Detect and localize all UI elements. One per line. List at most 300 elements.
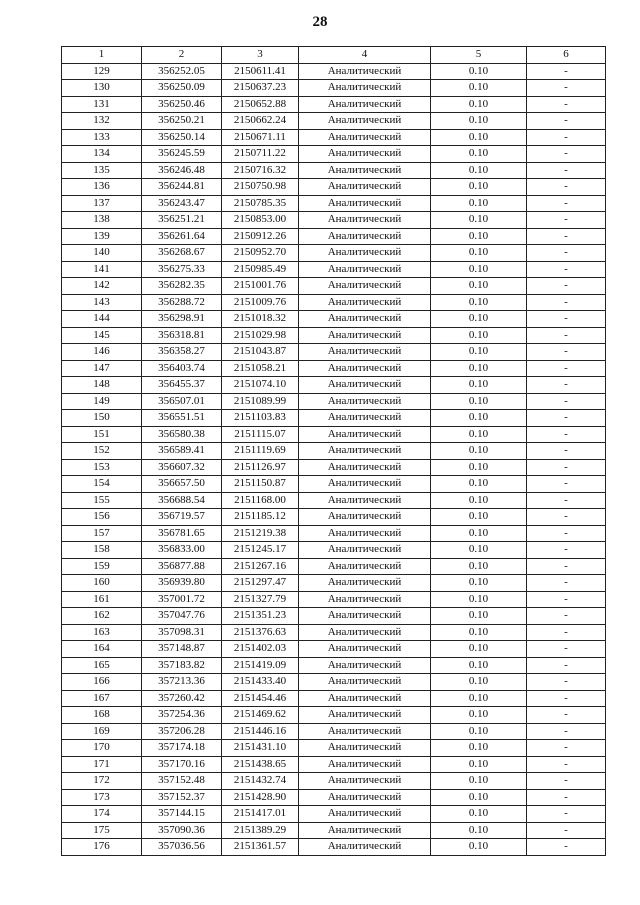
x-coordinate-cell: 356358.27 [142, 344, 222, 361]
accuracy-cell: 0.10 [431, 228, 527, 245]
y-coordinate-cell: 2151267.16 [222, 558, 299, 575]
method-cell: Аналитический [299, 195, 431, 212]
table-row [62, 558, 606, 575]
point-number-cell: 176 [62, 839, 142, 856]
accuracy-cell: 0.10 [431, 344, 527, 361]
table-row [62, 756, 606, 773]
note-cell: - [527, 822, 606, 839]
table-row [62, 162, 606, 179]
x-coordinate-cell: 356781.65 [142, 525, 222, 542]
column-header: 1 [62, 47, 142, 64]
accuracy-cell: 0.10 [431, 822, 527, 839]
x-coordinate-cell: 356507.01 [142, 393, 222, 410]
x-coordinate-cell: 356250.21 [142, 113, 222, 130]
table-row [62, 377, 606, 394]
y-coordinate-cell: 2150716.32 [222, 162, 299, 179]
table-row [62, 542, 606, 559]
note-cell: - [527, 146, 606, 163]
table-row [62, 525, 606, 542]
method-cell: Аналитический [299, 327, 431, 344]
x-coordinate-cell: 356657.50 [142, 476, 222, 493]
point-number-cell: 147 [62, 360, 142, 377]
accuracy-cell: 0.10 [431, 723, 527, 740]
point-number-cell: 150 [62, 410, 142, 427]
accuracy-cell: 0.10 [431, 657, 527, 674]
method-cell: Аналитический [299, 212, 431, 229]
x-coordinate-cell: 357152.48 [142, 773, 222, 790]
table-row [62, 657, 606, 674]
method-cell: Аналитический [299, 443, 431, 460]
x-coordinate-cell: 356244.81 [142, 179, 222, 196]
note-cell: - [527, 228, 606, 245]
table-row [62, 624, 606, 641]
x-coordinate-cell: 357254.36 [142, 707, 222, 724]
table-row [62, 278, 606, 295]
note-cell: - [527, 806, 606, 823]
note-cell: - [527, 492, 606, 509]
x-coordinate-cell: 356252.05 [142, 63, 222, 80]
y-coordinate-cell: 2150785.35 [222, 195, 299, 212]
y-coordinate-cell: 2150952.70 [222, 245, 299, 262]
accuracy-cell: 0.10 [431, 393, 527, 410]
y-coordinate-cell: 2151043.87 [222, 344, 299, 361]
note-cell: - [527, 575, 606, 592]
point-number-cell: 158 [62, 542, 142, 559]
x-coordinate-cell: 356939.80 [142, 575, 222, 592]
point-number-cell: 132 [62, 113, 142, 130]
method-cell: Аналитический [299, 377, 431, 394]
x-coordinate-cell: 356250.14 [142, 129, 222, 146]
note-cell: - [527, 542, 606, 559]
method-cell: Аналитический [299, 641, 431, 658]
point-number-cell: 135 [62, 162, 142, 179]
y-coordinate-cell: 2151327.79 [222, 591, 299, 608]
column-header: 6 [527, 47, 606, 64]
note-cell: - [527, 657, 606, 674]
method-cell: Аналитический [299, 789, 431, 806]
method-cell: Аналитический [299, 179, 431, 196]
point-number-cell: 171 [62, 756, 142, 773]
method-cell: Аналитический [299, 393, 431, 410]
y-coordinate-cell: 2151029.98 [222, 327, 299, 344]
note-cell: - [527, 443, 606, 460]
table-row [62, 96, 606, 113]
y-coordinate-cell: 2151058.21 [222, 360, 299, 377]
point-number-cell: 151 [62, 426, 142, 443]
table-row [62, 129, 606, 146]
note-cell: - [527, 113, 606, 130]
table-row [62, 245, 606, 262]
table-row [62, 393, 606, 410]
point-number-cell: 141 [62, 261, 142, 278]
method-cell: Аналитический [299, 228, 431, 245]
table-row [62, 179, 606, 196]
table-row [62, 195, 606, 212]
note-cell: - [527, 740, 606, 757]
point-number-cell: 149 [62, 393, 142, 410]
accuracy-cell: 0.10 [431, 575, 527, 592]
accuracy-cell: 0.10 [431, 245, 527, 262]
table-row [62, 723, 606, 740]
point-number-cell: 136 [62, 179, 142, 196]
x-coordinate-cell: 356580.38 [142, 426, 222, 443]
y-coordinate-cell: 2151185.12 [222, 509, 299, 526]
note-cell: - [527, 360, 606, 377]
point-number-cell: 146 [62, 344, 142, 361]
x-coordinate-cell: 357001.72 [142, 591, 222, 608]
note-cell: - [527, 294, 606, 311]
x-coordinate-cell: 357174.18 [142, 740, 222, 757]
x-coordinate-cell: 357152.37 [142, 789, 222, 806]
point-number-cell: 168 [62, 707, 142, 724]
table-row [62, 63, 606, 80]
note-cell: - [527, 80, 606, 97]
point-number-cell: 153 [62, 459, 142, 476]
x-coordinate-cell: 356251.21 [142, 212, 222, 229]
accuracy-cell: 0.10 [431, 311, 527, 328]
x-coordinate-cell: 356607.32 [142, 459, 222, 476]
coordinates-table [61, 46, 606, 856]
method-cell: Аналитический [299, 542, 431, 559]
table-row [62, 509, 606, 526]
accuracy-cell: 0.10 [431, 360, 527, 377]
method-cell: Аналитический [299, 624, 431, 641]
accuracy-cell: 0.10 [431, 294, 527, 311]
accuracy-cell: 0.10 [431, 740, 527, 757]
x-coordinate-cell: 356268.67 [142, 245, 222, 262]
y-coordinate-cell: 2151245.17 [222, 542, 299, 559]
point-number-cell: 157 [62, 525, 142, 542]
table-row [62, 822, 606, 839]
accuracy-cell: 0.10 [431, 542, 527, 559]
y-coordinate-cell: 2151361.57 [222, 839, 299, 856]
note-cell: - [527, 459, 606, 476]
accuracy-cell: 0.10 [431, 195, 527, 212]
note-cell: - [527, 278, 606, 295]
x-coordinate-cell: 356250.46 [142, 96, 222, 113]
point-number-cell: 142 [62, 278, 142, 295]
note-cell: - [527, 591, 606, 608]
method-cell: Аналитический [299, 525, 431, 542]
accuracy-cell: 0.10 [431, 624, 527, 641]
x-coordinate-cell: 357144.15 [142, 806, 222, 823]
method-cell: Аналитический [299, 756, 431, 773]
method-cell: Аналитический [299, 162, 431, 179]
note-cell: - [527, 63, 606, 80]
method-cell: Аналитический [299, 476, 431, 493]
point-number-cell: 144 [62, 311, 142, 328]
y-coordinate-cell: 2151018.32 [222, 311, 299, 328]
method-cell: Аналитический [299, 509, 431, 526]
y-coordinate-cell: 2151432.74 [222, 773, 299, 790]
accuracy-cell: 0.10 [431, 558, 527, 575]
method-cell: Аналитический [299, 723, 431, 740]
note-cell: - [527, 377, 606, 394]
point-number-cell: 164 [62, 641, 142, 658]
accuracy-cell: 0.10 [431, 476, 527, 493]
x-coordinate-cell: 356246.48 [142, 162, 222, 179]
method-cell: Аналитический [299, 608, 431, 625]
accuracy-cell: 0.10 [431, 839, 527, 856]
accuracy-cell: 0.10 [431, 591, 527, 608]
accuracy-cell: 0.10 [431, 756, 527, 773]
note-cell: - [527, 410, 606, 427]
y-coordinate-cell: 2151351.23 [222, 608, 299, 625]
accuracy-cell: 0.10 [431, 426, 527, 443]
accuracy-cell: 0.10 [431, 162, 527, 179]
y-coordinate-cell: 2151431.10 [222, 740, 299, 757]
y-coordinate-cell: 2150853.00 [222, 212, 299, 229]
table-row [62, 674, 606, 691]
accuracy-cell: 0.10 [431, 377, 527, 394]
y-coordinate-cell: 2151428.90 [222, 789, 299, 806]
table-row [62, 294, 606, 311]
table-row [62, 360, 606, 377]
x-coordinate-cell: 356282.35 [142, 278, 222, 295]
accuracy-cell: 0.10 [431, 509, 527, 526]
accuracy-cell: 0.10 [431, 80, 527, 97]
table-row [62, 80, 606, 97]
method-cell: Аналитический [299, 773, 431, 790]
accuracy-cell: 0.10 [431, 492, 527, 509]
table-row [62, 707, 606, 724]
point-number-cell: 155 [62, 492, 142, 509]
note-cell: - [527, 129, 606, 146]
accuracy-cell: 0.10 [431, 525, 527, 542]
note-cell: - [527, 690, 606, 707]
method-cell: Аналитический [299, 822, 431, 839]
table-row [62, 311, 606, 328]
point-number-cell: 148 [62, 377, 142, 394]
x-coordinate-cell: 356261.64 [142, 228, 222, 245]
y-coordinate-cell: 2150671.11 [222, 129, 299, 146]
note-cell: - [527, 558, 606, 575]
accuracy-cell: 0.10 [431, 443, 527, 460]
y-coordinate-cell: 2150637.23 [222, 80, 299, 97]
y-coordinate-cell: 2151150.87 [222, 476, 299, 493]
x-coordinate-cell: 357183.82 [142, 657, 222, 674]
method-cell: Аналитический [299, 245, 431, 262]
note-cell: - [527, 96, 606, 113]
point-number-cell: 138 [62, 212, 142, 229]
x-coordinate-cell: 356589.41 [142, 443, 222, 460]
method-cell: Аналитический [299, 360, 431, 377]
note-cell: - [527, 344, 606, 361]
point-number-cell: 170 [62, 740, 142, 757]
accuracy-cell: 0.10 [431, 690, 527, 707]
accuracy-cell: 0.10 [431, 146, 527, 163]
x-coordinate-cell: 357036.56 [142, 839, 222, 856]
point-number-cell: 162 [62, 608, 142, 625]
table-row [62, 492, 606, 509]
y-coordinate-cell: 2151454.46 [222, 690, 299, 707]
method-cell: Аналитический [299, 261, 431, 278]
method-cell: Аналитический [299, 690, 431, 707]
point-number-cell: 137 [62, 195, 142, 212]
y-coordinate-cell: 2151469.62 [222, 707, 299, 724]
x-coordinate-cell: 356318.81 [142, 327, 222, 344]
point-number-cell: 140 [62, 245, 142, 262]
method-cell: Аналитический [299, 96, 431, 113]
method-cell: Аналитический [299, 344, 431, 361]
note-cell: - [527, 624, 606, 641]
x-coordinate-cell: 356298.91 [142, 311, 222, 328]
y-coordinate-cell: 2151103.83 [222, 410, 299, 427]
note-cell: - [527, 723, 606, 740]
y-coordinate-cell: 2151119.69 [222, 443, 299, 460]
point-number-cell: 156 [62, 509, 142, 526]
y-coordinate-cell: 2151402.03 [222, 641, 299, 658]
y-coordinate-cell: 2151438.65 [222, 756, 299, 773]
x-coordinate-cell: 357170.16 [142, 756, 222, 773]
method-cell: Аналитический [299, 311, 431, 328]
point-number-cell: 154 [62, 476, 142, 493]
accuracy-cell: 0.10 [431, 278, 527, 295]
point-number-cell: 139 [62, 228, 142, 245]
method-cell: Аналитический [299, 839, 431, 856]
y-coordinate-cell: 2150711.22 [222, 146, 299, 163]
method-cell: Аналитический [299, 113, 431, 130]
point-number-cell: 130 [62, 80, 142, 97]
note-cell: - [527, 212, 606, 229]
table-row [62, 261, 606, 278]
y-coordinate-cell: 2151417.01 [222, 806, 299, 823]
accuracy-cell: 0.10 [431, 327, 527, 344]
table-row [62, 476, 606, 493]
method-cell: Аналитический [299, 278, 431, 295]
note-cell: - [527, 789, 606, 806]
point-number-cell: 143 [62, 294, 142, 311]
y-coordinate-cell: 2151168.00 [222, 492, 299, 509]
x-coordinate-cell: 356245.59 [142, 146, 222, 163]
x-coordinate-cell: 356551.51 [142, 410, 222, 427]
header-row [62, 47, 606, 64]
table-row [62, 212, 606, 229]
method-cell: Аналитический [299, 591, 431, 608]
note-cell: - [527, 261, 606, 278]
note-cell: - [527, 525, 606, 542]
table-row [62, 839, 606, 856]
method-cell: Аналитический [299, 674, 431, 691]
y-coordinate-cell: 2150912.26 [222, 228, 299, 245]
accuracy-cell: 0.10 [431, 96, 527, 113]
x-coordinate-cell: 356877.88 [142, 558, 222, 575]
x-coordinate-cell: 356719.57 [142, 509, 222, 526]
y-coordinate-cell: 2151446.16 [222, 723, 299, 740]
point-number-cell: 160 [62, 575, 142, 592]
y-coordinate-cell: 2151389.29 [222, 822, 299, 839]
method-cell: Аналитический [299, 558, 431, 575]
y-coordinate-cell: 2150662.24 [222, 113, 299, 130]
accuracy-cell: 0.10 [431, 707, 527, 724]
method-cell: Аналитический [299, 707, 431, 724]
note-cell: - [527, 773, 606, 790]
point-number-cell: 145 [62, 327, 142, 344]
column-header: 5 [431, 47, 527, 64]
table-row [62, 410, 606, 427]
y-coordinate-cell: 2151115.07 [222, 426, 299, 443]
note-cell: - [527, 179, 606, 196]
x-coordinate-cell: 357148.87 [142, 641, 222, 658]
table-row [62, 113, 606, 130]
page-number: 28 [312, 14, 328, 30]
table-row [62, 443, 606, 460]
point-number-cell: 165 [62, 657, 142, 674]
accuracy-cell: 0.10 [431, 459, 527, 476]
table-row [62, 591, 606, 608]
column-header: 4 [299, 47, 431, 64]
table-header [62, 47, 606, 64]
accuracy-cell: 0.10 [431, 641, 527, 658]
method-cell: Аналитический [299, 492, 431, 509]
y-coordinate-cell: 2151089.99 [222, 393, 299, 410]
note-cell: - [527, 756, 606, 773]
y-coordinate-cell: 2151001.76 [222, 278, 299, 295]
x-coordinate-cell: 356688.54 [142, 492, 222, 509]
column-header: 2 [142, 47, 222, 64]
table-row [62, 228, 606, 245]
table-row [62, 344, 606, 361]
table-body [62, 63, 606, 855]
y-coordinate-cell: 2151074.10 [222, 377, 299, 394]
method-cell: Аналитический [299, 575, 431, 592]
y-coordinate-cell: 2150750.98 [222, 179, 299, 196]
note-cell: - [527, 311, 606, 328]
table-row [62, 575, 606, 592]
table-row [62, 740, 606, 757]
x-coordinate-cell: 356275.33 [142, 261, 222, 278]
x-coordinate-cell: 356403.74 [142, 360, 222, 377]
accuracy-cell: 0.10 [431, 608, 527, 625]
point-number-cell: 166 [62, 674, 142, 691]
note-cell: - [527, 509, 606, 526]
y-coordinate-cell: 2150611.41 [222, 63, 299, 80]
note-cell: - [527, 476, 606, 493]
table-row [62, 773, 606, 790]
y-coordinate-cell: 2151297.47 [222, 575, 299, 592]
table-row [62, 690, 606, 707]
point-number-cell: 167 [62, 690, 142, 707]
x-coordinate-cell: 357098.31 [142, 624, 222, 641]
method-cell: Аналитический [299, 740, 431, 757]
x-coordinate-cell: 357047.76 [142, 608, 222, 625]
point-number-cell: 172 [62, 773, 142, 790]
point-number-cell: 131 [62, 96, 142, 113]
point-number-cell: 161 [62, 591, 142, 608]
accuracy-cell: 0.10 [431, 113, 527, 130]
x-coordinate-cell: 356243.47 [142, 195, 222, 212]
x-coordinate-cell: 357090.36 [142, 822, 222, 839]
accuracy-cell: 0.10 [431, 179, 527, 196]
point-number-cell: 169 [62, 723, 142, 740]
table-row [62, 806, 606, 823]
point-number-cell: 129 [62, 63, 142, 80]
x-coordinate-cell: 357260.42 [142, 690, 222, 707]
table-row [62, 426, 606, 443]
accuracy-cell: 0.10 [431, 674, 527, 691]
y-coordinate-cell: 2151433.40 [222, 674, 299, 691]
table-row [62, 641, 606, 658]
point-number-cell: 134 [62, 146, 142, 163]
accuracy-cell: 0.10 [431, 410, 527, 427]
point-number-cell: 173 [62, 789, 142, 806]
accuracy-cell: 0.10 [431, 806, 527, 823]
accuracy-cell: 0.10 [431, 129, 527, 146]
note-cell: - [527, 608, 606, 625]
point-number-cell: 133 [62, 129, 142, 146]
y-coordinate-cell: 2150652.88 [222, 96, 299, 113]
y-coordinate-cell: 2151126.97 [222, 459, 299, 476]
